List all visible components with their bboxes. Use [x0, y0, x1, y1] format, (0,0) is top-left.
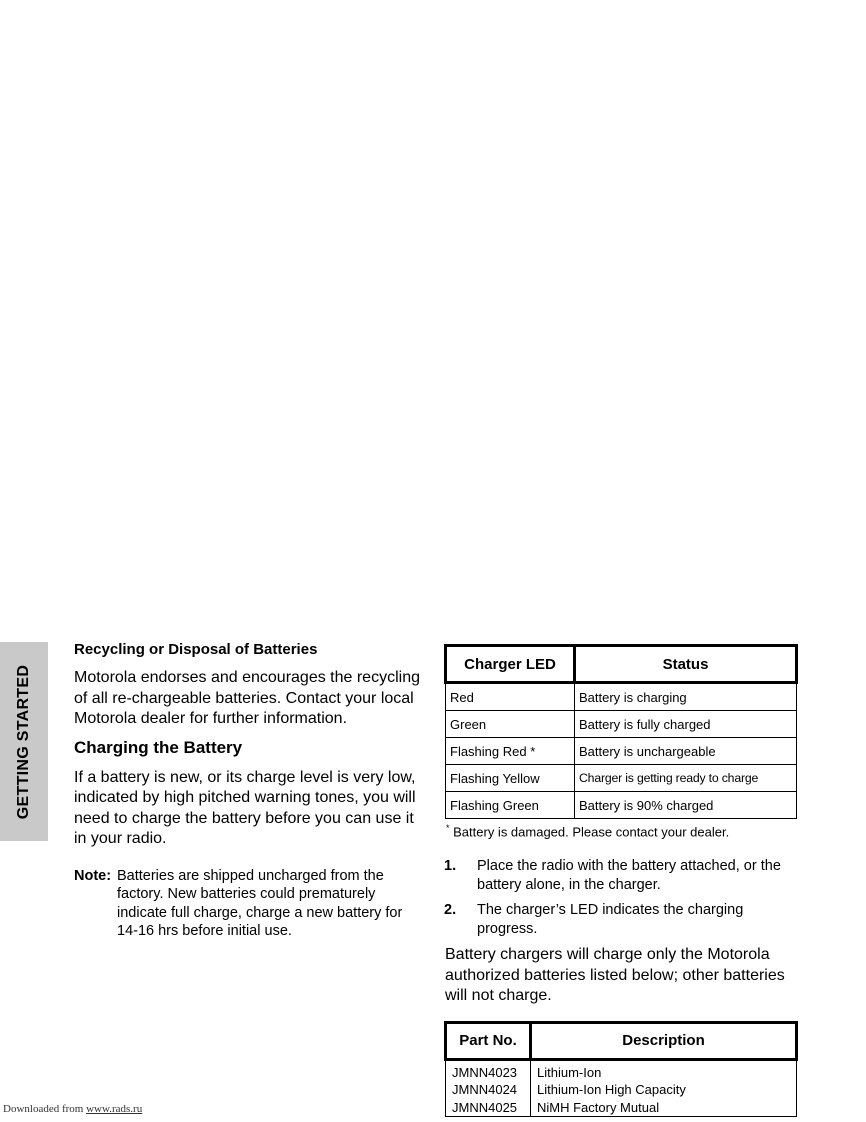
part-number-cell: JMNN4024: [446, 1081, 531, 1099]
status-cell: Battery is fully charged: [575, 711, 797, 738]
status-cell: Battery is 90% charged: [575, 792, 797, 819]
table-row: [446, 1081, 797, 1099]
status-cell: Charger is getting ready to charge: [575, 765, 797, 792]
table-row: [446, 738, 797, 765]
chargers-paragraph: Battery chargers will charge only the Motorola authorized batteries listed below; other batteries will not charge.: [445, 946, 785, 1005]
footer-prefix: Downloaded from: [3, 1103, 87, 1115]
list-item: [444, 901, 800, 939]
table-row: [446, 765, 797, 792]
recycling-heading: Recycling or Disposal of Batteries: [74, 641, 318, 658]
table-row: [446, 711, 797, 738]
list-item: [444, 857, 800, 895]
led-cell: Flashing Red *: [446, 738, 575, 765]
step-text: The charger’s LED indicates the charging progress.: [477, 902, 744, 938]
charging-text: If a battery is new, or its charge level is very low, indicated by high pitched warning tones, you will need to charge the battery before you can use it in your radio.: [74, 768, 416, 847]
step-number: 2.: [444, 902, 457, 919]
status-cell: Battery is charging: [575, 683, 797, 711]
right-column: [444, 644, 800, 1117]
note-label: Note:: [74, 867, 112, 884]
led-cell: Flashing Green: [446, 792, 575, 819]
led-cell: Green: [446, 711, 575, 738]
charging-heading: Charging the Battery: [74, 737, 243, 757]
recycling-text: Motorola endorses and encourages the recycling of all re-chargeable batteries. Contact your local Motorola dealer for further information.: [74, 669, 420, 727]
footnote-mark: *: [446, 823, 450, 833]
charging-steps: [444, 857, 800, 939]
led-cell: Flashing Yellow: [446, 765, 575, 792]
table-row: [446, 683, 797, 711]
header-status: Status: [575, 646, 797, 683]
side-section-tab: [0, 642, 48, 841]
status-cell: Battery is unchargeable: [575, 738, 797, 765]
table-row: [446, 1099, 797, 1117]
table-header-row: [446, 1022, 797, 1059]
note-block: [74, 867, 424, 941]
header-description: Description: [531, 1022, 797, 1059]
header-part-no: Part No.: [446, 1022, 531, 1059]
charger-led-table: [444, 644, 798, 819]
part-number-cell: JMNN4025: [446, 1099, 531, 1117]
download-footer: [3, 1103, 186, 1115]
description-cell: Lithium-Ion: [531, 1059, 797, 1081]
side-tab-label: GETTING STARTED: [15, 664, 32, 820]
step-text: Place the radio with the battery attached, or the battery alone, in the charger.: [477, 858, 781, 894]
table-footnote: [446, 823, 800, 839]
header-charger-led: Charger LED: [446, 646, 575, 683]
note-text: Batteries are shipped uncharged from the factory. New batteries could prematurely indicate full charge, charge a new battery for 14-16 hrs before initial use.: [117, 867, 403, 939]
footer-link[interactable]: www.rads.ru: [86, 1103, 143, 1115]
left-column: [74, 641, 424, 941]
description-cell: NiMH Factory Mutual: [531, 1099, 797, 1117]
table-row: [446, 1059, 797, 1081]
step-number: 1.: [444, 858, 457, 875]
part-number-cell: JMNN4023: [446, 1059, 531, 1081]
battery-part-table: [444, 1021, 798, 1118]
led-cell: Red: [446, 683, 575, 711]
table-row: [446, 792, 797, 819]
footnote-text: Battery is damaged. Please contact your dealer.: [453, 824, 730, 840]
description-cell: Lithium-Ion High Capacity: [531, 1081, 797, 1099]
table-header-row: [446, 646, 797, 683]
